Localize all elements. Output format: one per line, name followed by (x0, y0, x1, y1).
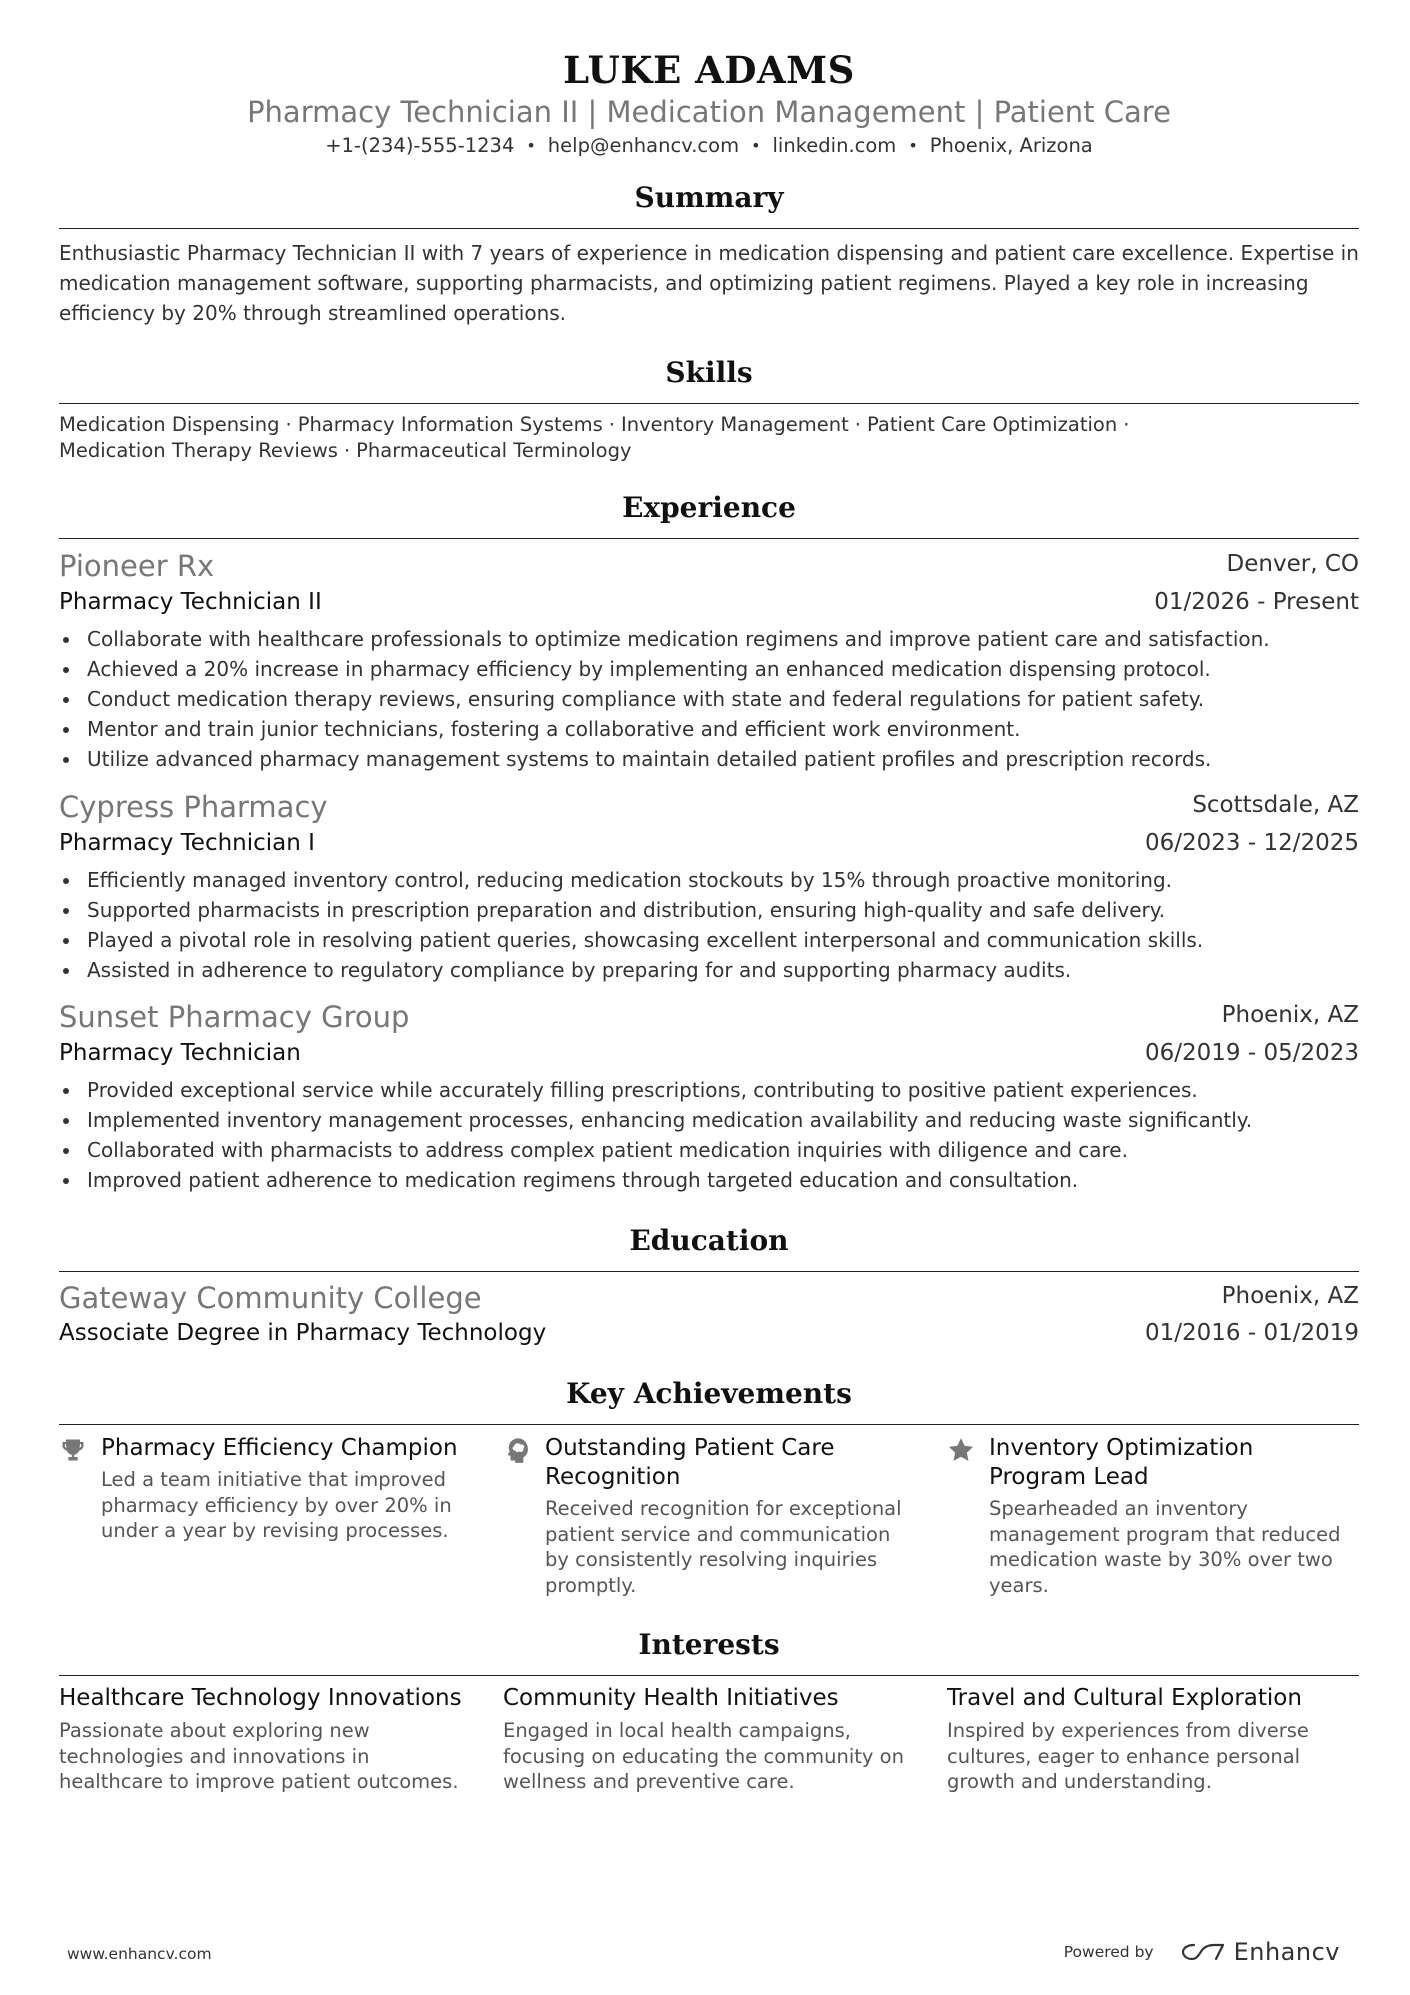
section-divider (59, 403, 1359, 404)
skill-item: Pharmaceutical Terminology (356, 439, 632, 462)
bullet-item: Collaborated with pharmacists to address complex patient medication inquiries with diligence and care. (59, 1135, 1359, 1165)
achievement-description: Led a team initiative that improved pharmacy efficiency by over 20% in under a year by revising processes. (101, 1468, 452, 1542)
section-divider (59, 228, 1359, 229)
bullet-item: Utilize advanced pharmacy management systems to maintain detailed patient profiles and prescription records. (59, 744, 1359, 774)
achievement-description: Received recognition for exceptional patient service and communication by consistently resolving inquiries promptly. (545, 1497, 902, 1597)
achievement-title: Outstanding Patient Care Recognition (545, 1435, 835, 1490)
interest-description: Inspired by experiences from diverse cultures, eager to enhance personal growth and understanding. (947, 1719, 1309, 1793)
skill-item: Medication Therapy Reviews (59, 439, 338, 462)
skill-item: Pharmacy Information Systems (297, 413, 603, 436)
contact-linkedin[interactable]: linkedin.com (772, 134, 897, 157)
education-degree: Associate Degree in Pharmacy Technology (59, 1320, 547, 1346)
interest-title: Travel and Cultural Exploration (947, 1685, 1302, 1711)
bullet-item: Conduct medication therapy reviews, ensuring compliance with state and federal regulations for patient safety. (59, 684, 1359, 714)
section-divider (59, 1675, 1359, 1676)
job-role: Pharmacy Technician I (59, 830, 315, 856)
skills-line-2: Medication Therapy Reviews · Pharmaceutical Terminology (59, 439, 632, 462)
job-bullets (59, 1075, 1359, 1195)
powered-by-label: Powered by (1063, 1943, 1154, 1961)
contact-email[interactable]: help@enhancv.com (547, 134, 740, 157)
achievements-heading: Key Achievements (566, 1377, 852, 1410)
achievement-item (59, 1434, 469, 1544)
bullet-item: Supported pharmacists in prescription preparation and distribution, ensuring high-quality and safe delivery. (59, 895, 1359, 925)
job-company: Cypress Pharmacy (59, 790, 328, 824)
job-role: Pharmacy Technician (59, 1040, 301, 1066)
separator-dot: • (908, 136, 918, 155)
footer-website[interactable]: www.enhancv.com (67, 1945, 212, 1963)
contact-location: Phoenix, Arizona (929, 134, 1093, 157)
interests-heading: Interests (638, 1628, 780, 1661)
education-school: Gateway Community College (59, 1281, 482, 1315)
skill-item: Inventory Management (621, 413, 849, 436)
job-bullets (59, 865, 1359, 985)
skills-line-1: Medication Dispensing · Pharmacy Information Systems · Inventory Management · Patient Care Optimization · (59, 413, 1130, 436)
job-role: Pharmacy Technician II (59, 589, 322, 615)
brand-name[interactable]: Enhancv (1233, 1938, 1340, 1966)
bullet-item: Provided exceptional service while accurately filling prescriptions, contributing to positive patient experiences. (59, 1075, 1359, 1105)
job-dates: 06/2019 - 05/2023 (1144, 1040, 1359, 1066)
enhancv-logo-icon (1180, 1940, 1226, 1964)
experience-heading: Experience (622, 491, 796, 524)
interest-item (59, 1684, 469, 1795)
interest-title: Healthcare Technology Innovations (59, 1685, 462, 1711)
achievement-item (947, 1434, 1357, 1598)
interest-item (503, 1684, 913, 1795)
bullet-item: Achieved a 20% increase in pharmacy efficiency by implementing an enhanced medication dispensing protocol. (59, 654, 1359, 684)
bullet-item: Assisted in adherence to regulatory compliance by preparing for and supporting pharmacy audits. (59, 955, 1359, 985)
job-location: Phoenix, AZ (1221, 1002, 1359, 1028)
bullet-item: Implemented inventory management processes, enhancing medication availability and reducing waste significantly. (59, 1105, 1359, 1135)
achievement-description: Spearheaded an inventory management program that reduced medication waste by 30% over two years. (989, 1497, 1341, 1597)
section-divider (59, 538, 1359, 539)
achievement-title: Pharmacy Efficiency Champion (101, 1435, 458, 1461)
job-bullets (59, 624, 1359, 774)
summary-heading: Summary (634, 181, 784, 214)
job-location: Scottsdale, AZ (1192, 792, 1359, 818)
interest-description: Passionate about exploring new technologies and innovations in healthcare to improve patient outcomes. (59, 1719, 459, 1793)
headline: Pharmacy Technician II | Medication Management | Patient Care (247, 95, 1171, 129)
bullet-item: Mentor and train junior technicians, fostering a collaborative and efficient work environment. (59, 714, 1359, 744)
contact-phone: +1-(234)-555-1234 (325, 134, 515, 157)
job-company: Pioneer Rx (59, 549, 215, 583)
skills-heading: Skills (665, 356, 753, 389)
summary-text: Enthusiastic Pharmacy Technician II with 7 years of experience in medication dispensing and patient care excellence. Expertise in medication management software, supporting pharmacists, and optimizing patient regimens. Played a key role in increasing efficiency by 20% through streamlined operations. (59, 241, 1359, 325)
interest-description: Engaged in local health campaigns, focusing on educating the community on wellness and preventive care. (503, 1719, 904, 1793)
section-divider (59, 1424, 1359, 1425)
education-dates: 01/2016 - 01/2019 (1144, 1320, 1359, 1346)
bullet-item: Collaborate with healthcare professionals to optimize medication regimens and improve patient care and satisfaction. (59, 624, 1359, 654)
bullet-item: Efficiently managed inventory control, reducing medication stockouts by 15% through proactive monitoring. (59, 865, 1359, 895)
footer-branding (1064, 1935, 1340, 1969)
star-icon (947, 1436, 975, 1464)
education-location: Phoenix, AZ (1221, 1283, 1359, 1309)
education-heading: Education (629, 1224, 789, 1257)
job-location: Denver, CO (1226, 551, 1359, 577)
section-divider (59, 1271, 1359, 1272)
head-brain-icon (503, 1436, 531, 1464)
bullet-item: Played a pivotal role in resolving patient queries, showcasing excellent interpersonal and communication skills. (59, 925, 1359, 955)
candidate-name: LUKE ADAMS (563, 48, 855, 92)
achievement-item (503, 1434, 913, 1598)
trophy-icon (59, 1436, 87, 1464)
bullet-item: Improved patient adherence to medication regimens through targeted education and consultation. (59, 1165, 1359, 1195)
skill-item: Medication Dispensing (59, 413, 280, 436)
separator-dot: • (526, 136, 536, 155)
job-dates: 01/2026 - Present (1154, 589, 1359, 615)
interest-title: Community Health Initiatives (503, 1685, 839, 1711)
job-company: Sunset Pharmacy Group (59, 1000, 410, 1034)
separator-dot: • (751, 136, 761, 155)
job-dates: 06/2023 - 12/2025 (1144, 830, 1359, 856)
skill-item: Patient Care Optimization (867, 413, 1118, 436)
interest-item (947, 1684, 1357, 1795)
contact-line (59, 134, 1359, 157)
achievement-title: Inventory Optimization Program Lead (989, 1435, 1254, 1490)
